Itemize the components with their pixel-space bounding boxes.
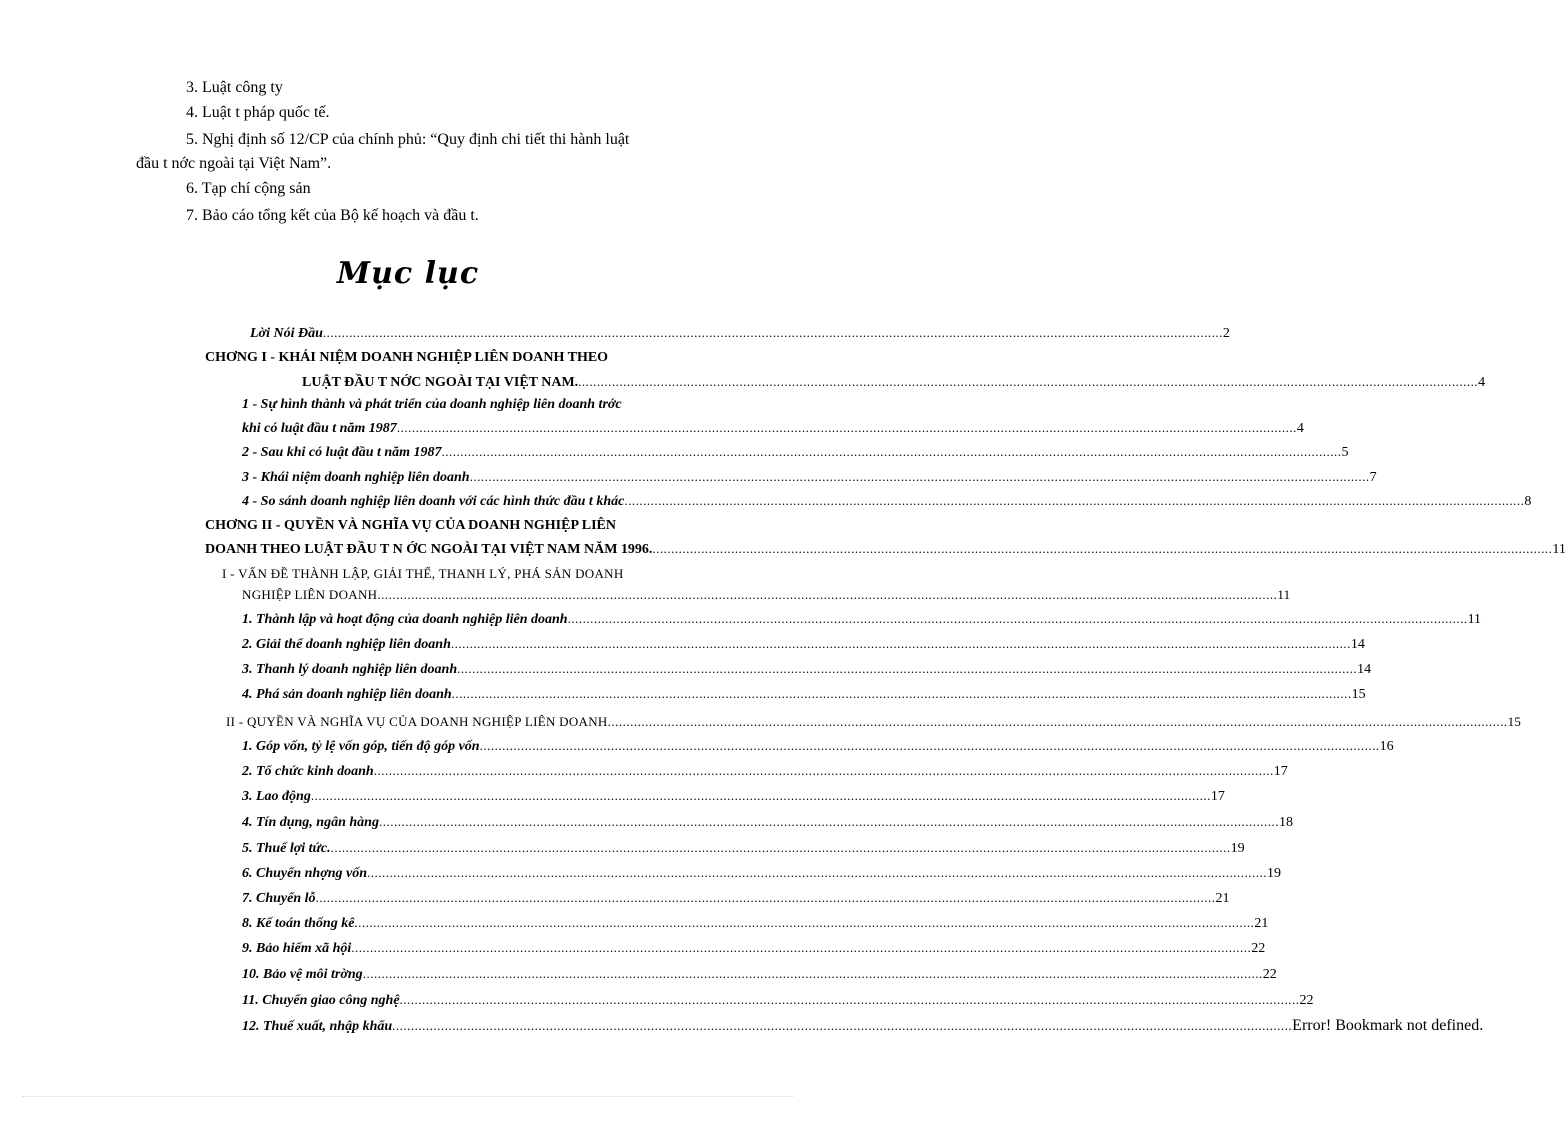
- toc-page-number: 17: [1210, 789, 1225, 804]
- toc-error-text: Error! Bookmark not defined.: [1292, 1017, 1484, 1034]
- toc-entry-label: Lời Nói Đầu: [250, 326, 323, 341]
- dot-leader: ................................................................................................................................................................................................................................................: [351, 940, 1252, 955]
- dot-leader: ................................................................................................................................................................................................................................................: [367, 865, 1267, 880]
- dot-leader: ................................................................................................................................................................................................................................................: [567, 611, 1468, 626]
- dot-leader: ................................................................................................................................................................................................................................................: [396, 420, 1297, 435]
- toc-entry[interactable]: [242, 913, 1269, 933]
- reference-item: 3. Luật công ty: [186, 79, 283, 96]
- toc-entry[interactable]: [242, 467, 1377, 487]
- toc-page-number: 18: [1278, 815, 1293, 830]
- dot-leader: ................................................................................................................................................................................................................................................: [624, 493, 1525, 508]
- toc-page-number: 7: [1369, 470, 1377, 485]
- toc-entry-label: 11. Chuyển giao công nghệ: [242, 993, 400, 1008]
- toc-page-number: 4: [1296, 421, 1304, 436]
- toc-entry-label: NGHIỆP LIÊN DOANH: [242, 587, 378, 602]
- dot-leader: ................................................................................................................................................................................................................................................: [652, 541, 1553, 556]
- toc-entry-label: 1. Thành lập và hoạt động của doanh nghiệp liên doanh: [242, 612, 568, 627]
- toc-chapter-1-heading[interactable]: CHƠNG I - KHÁI NIỆM DOANH NGHIỆP LIÊN DOANH THEO: [205, 350, 609, 365]
- toc-page-number: 19: [1230, 841, 1245, 856]
- toc-entry-label: 4. Phá sản doanh nghiệp liên doanh: [242, 687, 452, 702]
- toc-entry[interactable]: [242, 863, 1281, 883]
- dot-leader: ................................................................................................................................................................................................................................................: [322, 325, 1223, 340]
- toc-page-number: 21: [1215, 891, 1230, 906]
- toc-section-1[interactable]: [242, 585, 1291, 605]
- toc-entry[interactable]: [242, 491, 1532, 511]
- toc-entry-label: LUẬT ĐẦU T NỚC NGOÀI TẠI VIỆT NAM.: [302, 375, 579, 390]
- toc-entry[interactable]: [242, 684, 1366, 704]
- toc-page-number: 14: [1357, 662, 1372, 677]
- toc-page-number: 22: [1262, 967, 1277, 982]
- toc-entry[interactable]: [242, 1016, 1484, 1036]
- toc-entry-label: khi có luật đầu t năm 1987: [242, 421, 397, 436]
- dot-leader: ................................................................................................................................................................................................................................................: [354, 915, 1255, 930]
- reference-item-continued: đầu t nớc ngoài tại Việt Nam”.: [136, 155, 332, 172]
- toc-page-number: 16: [1379, 739, 1394, 754]
- dot-leader: ................................................................................................................................................................................................................................................: [441, 444, 1342, 459]
- dot-leader: ................................................................................................................................................................................................................................................: [578, 374, 1479, 389]
- dot-leader: ................................................................................................................................................................................................................................................: [457, 661, 1358, 676]
- toc-page-number: 19: [1267, 866, 1281, 881]
- toc-entry-label: 6. Chuyển nhợng vốn: [242, 866, 367, 881]
- toc-page-number: 21: [1254, 916, 1269, 931]
- toc-page-number: 15: [1351, 687, 1366, 702]
- toc-chapter-1[interactable]: [302, 372, 1486, 392]
- toc-entry-label: 12. Thuế xuất, nhập khẩu: [242, 1019, 393, 1034]
- toc-section-1-heading[interactable]: I - VẤN ĐỀ THÀNH LẬP, GIẢI THỂ, THANH LÝ, PHÁ SẢN DOANH: [222, 566, 624, 581]
- toc-page-number: 11: [1277, 587, 1291, 602]
- dot-leader: ................................................................................................................................................................................................................................................: [469, 469, 1370, 484]
- toc-title: Mục lục: [336, 256, 480, 291]
- toc-entry[interactable]: [242, 418, 1304, 438]
- reference-item: 5. Nghị định số 12/CP của chính phủ: “Quy định chi tiết thi hành luật: [186, 131, 630, 148]
- toc-entry[interactable]: [242, 812, 1293, 832]
- dot-leader: ................................................................................................................................................................................................................................................: [450, 636, 1351, 651]
- toc-entry-label: 4 - So sánh doanh nghiệp liên doanh với các hình thức đầu t khác: [242, 494, 625, 509]
- dot-leader: ................................................................................................................................................................................................................................................: [399, 992, 1300, 1007]
- toc-entry[interactable]: [242, 838, 1245, 858]
- toc-entry[interactable]: [242, 659, 1372, 679]
- dot-leader: ................................................................................................................................................................................................................................................: [377, 587, 1278, 602]
- toc-entry[interactable]: [242, 786, 1225, 806]
- toc-page-number: 22: [1251, 941, 1266, 956]
- toc-entry[interactable]: [242, 736, 1394, 756]
- dot-leader: ................................................................................................................................................................................................................................................: [330, 840, 1231, 855]
- toc-entry-label: 3. Lao động: [242, 789, 311, 804]
- reference-item: 6. Tạp chí cộng sản: [186, 180, 311, 197]
- toc-entry-label: 9. Bảo hiểm xã hội: [242, 941, 352, 956]
- toc-page-number: 22: [1299, 993, 1314, 1008]
- toc-section-2[interactable]: [226, 712, 1522, 732]
- toc-entry-label: 2 - Sau khi có luật đầu t năm 1987: [242, 445, 442, 460]
- reference-item: 4. Luật t pháp quốc tế.: [186, 104, 330, 121]
- toc-entry-label: 7. Chuyển lỗ: [242, 891, 316, 906]
- toc-entry[interactable]: [242, 938, 1266, 958]
- dot-leader: ................................................................................................................................................................................................................................................: [607, 714, 1508, 729]
- toc-entry[interactable]: [242, 761, 1288, 781]
- toc-chapter-2[interactable]: [205, 539, 1566, 559]
- toc-page-number: 4: [1478, 375, 1486, 390]
- toc-entry-label: II - QUYỀN VÀ NGHĨA VỤ CỦA DOANH NGHIỆP LIÊN DOANH: [226, 714, 608, 729]
- toc-page-number: 2: [1222, 326, 1230, 341]
- toc-page-number: 11: [1552, 542, 1566, 557]
- toc-entry-label: 2. Tổ chức kinh doanh: [242, 764, 374, 779]
- dot-leader: ................................................................................................................................................................................................................................................: [310, 788, 1211, 803]
- toc-page-number: 5: [1341, 445, 1349, 460]
- toc-page-number: 11: [1467, 612, 1482, 627]
- toc-page-number: 8: [1524, 494, 1532, 509]
- toc-page-number: 14: [1350, 637, 1365, 652]
- toc-entry[interactable]: [242, 990, 1314, 1010]
- toc-entry-label: 10. Bảo vệ môi trờng: [242, 967, 363, 982]
- toc-entry-label: 3 - Khái niệm doanh nghiệp liên doanh: [242, 470, 470, 485]
- dot-leader: ................................................................................................................................................................................................................................................: [392, 1018, 1293, 1033]
- toc-entry[interactable]: [242, 609, 1482, 629]
- toc-entry[interactable]: [242, 442, 1349, 462]
- page-bottom-divider: [22, 1096, 794, 1097]
- dot-leader: ................................................................................................................................................................................................................................................: [378, 814, 1279, 829]
- toc-entry-intro[interactable]: [250, 323, 1230, 343]
- toc-chapter-2-heading[interactable]: CHƠNG II - QUYỀN VÀ NGHĨA VỤ CỦA DOANH NGHIỆP LIÊN: [205, 518, 616, 533]
- toc-entry[interactable]: [242, 888, 1230, 908]
- reference-item: 7. Bảo cáo tổng kết của Bộ kế hoạch và đầu t.: [186, 207, 479, 224]
- dot-leader: ................................................................................................................................................................................................................................................: [362, 966, 1263, 981]
- dot-leader: ................................................................................................................................................................................................................................................: [315, 890, 1216, 905]
- toc-page-number: 17: [1273, 764, 1288, 779]
- dot-leader: ................................................................................................................................................................................................................................................: [479, 738, 1380, 753]
- toc-entry-label[interactable]: 1 - Sự hình thành và phát triển của doanh nghiệp liên doanh trớc: [242, 397, 622, 412]
- toc-entry-label: 2. Giải thể doanh nghiệp liên doanh: [242, 637, 451, 652]
- dot-leader: ................................................................................................................................................................................................................................................: [451, 686, 1352, 701]
- toc-entry-label: DOANH THEO LUẬT ĐẦU T N ỚC NGOÀI TẠI VIỆT NAM NĂM 1996.: [205, 542, 653, 557]
- toc-entry-label: 1. Góp vốn, tỷ lệ vốn góp, tiến độ góp vốn: [242, 739, 480, 754]
- toc-entry-label: 5. Thuế lợi tức.: [242, 841, 331, 856]
- toc-entry[interactable]: [242, 634, 1365, 654]
- toc-entry-label: 3. Thanh lý doanh nghiệp liên doanh: [242, 662, 458, 677]
- toc-entry[interactable]: [242, 964, 1277, 984]
- toc-entry-label: 8. Kế toán thống kê: [242, 916, 355, 931]
- toc-page-number: 15: [1507, 714, 1522, 729]
- toc-entry-label: 4. Tín dụng, ngân hàng: [242, 815, 379, 830]
- dot-leader: ................................................................................................................................................................................................................................................: [373, 763, 1274, 778]
